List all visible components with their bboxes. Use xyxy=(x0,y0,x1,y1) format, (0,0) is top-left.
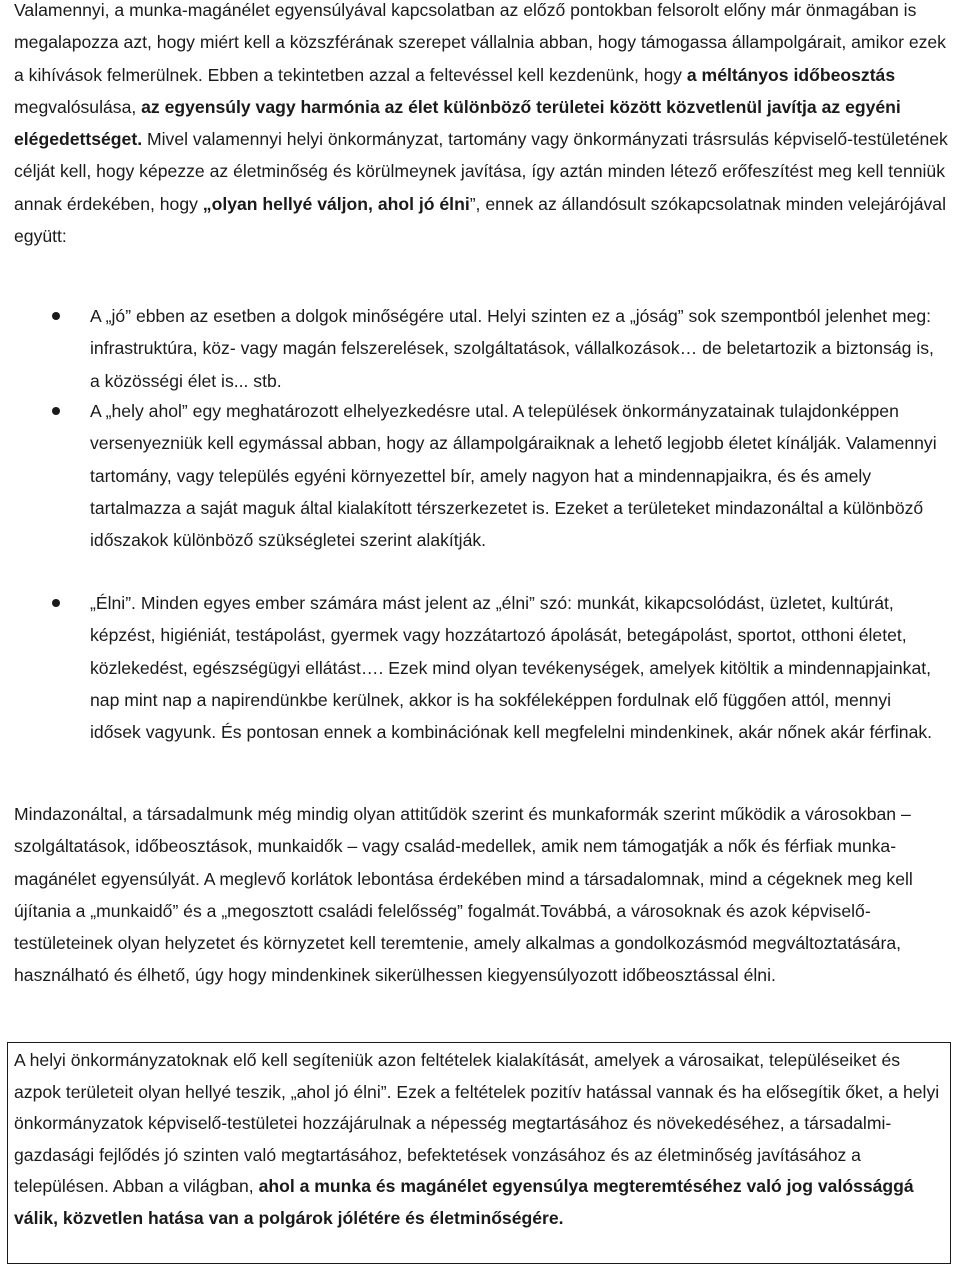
intro-paragraph xyxy=(14,0,950,252)
list-item-text: A „jó” ebben az esetben a dolgok minőségére utal. Helyi szinten ez a „jóság” sok szempontból jelenhet meg: infrastruktúra, köz- vagy magán felszerelések, szolgáltatások, vállalkozások… de beletartozik a biztonság is, a közösségi élet is... stb. xyxy=(90,306,934,391)
intro-text-1: Valamennyi, a munka-magánélet egyensúlyával kapcsolatban az előző pontokban felsorolt előny már önmagában is megalapozza azt, hogy miért kell a közszférának szerepet vállalnia abban, hogy támogassa állampolgárait, amikor ezek a kihívások felmerülnek. Ebben a tekintetben azzal a feltevéssel kell kezdenünk, hogy xyxy=(14,0,946,85)
list-item xyxy=(0,587,960,748)
summary-box xyxy=(7,1042,951,1264)
summary-text: A helyi önkormányzatoknak elő kell segíteniük azon feltételek kialakítását, amelyek a városaikat, településeiket és azpok területeit olyan hellyé teszik, „ahol jó élni”. Ezek a feltételek pozitív hatással vannak és ha elősegítik őket, a helyi önkormányzatok képviselő-testületei hozzájárulnak a népesség megtartásához és növekedéséhez, a társadalmi-gazdasági fejlődés jó szinten való megtartásához, befektetések vonzásához és az életminőség javításához a településen. Abban a világban, xyxy=(14,1050,940,1197)
list-item xyxy=(0,300,960,397)
intro-bold-3: „olyan hellyé váljon, ahol jó élni xyxy=(202,193,470,214)
summary-paragraph xyxy=(14,1045,944,1235)
bullet-dot-icon xyxy=(52,312,60,320)
intro-bold-2: az egyensúly vagy harmónia az élet különböző területei között közvetlenül javítja az egyéni elégedettséget. xyxy=(14,96,901,150)
bullet-dot-icon xyxy=(52,407,60,415)
list-item-text: A „hely ahol” egy meghatározott elhelyezkedésre utal. A települések önkormányzatainak tulajdonképpen versenyezniük kell egymással abban, hogy az állampolgáraiknak a lehető legjobb életet kínálják. Valamennyi tartomány, vagy település egyéni környezettel bír, amely nagyon hat a mindennapjaikra, és és amely tartalmazza a saját maguk által kialakított térszerkezetet is. Ezeket a területeket mindazonáltal a különböző időszakok különböző szükségletei szerint alakítják. xyxy=(90,401,937,551)
summary-bold: ahol a munka és magánélet egyensúlya megteremtéséhez való jog valóssággá válik, közvetlen hatása van a polgárok jólétére és életminőségére. xyxy=(14,1176,914,1228)
bullet-dot-icon xyxy=(52,599,60,607)
list-item-text: „Élni”. Minden egyes ember számára mást jelent az „élni” szó: munkát, kikapcsolódást, üzletet, kultúrát, képzést, higiéniát, testápolást, gyermek vagy hozzátartozó ápolását, betegápolást, sportot, otthoni életet, közlekedést, egészségügyi ellátást…. Ezek mind olyan tevékenységek, amelyek kitöltik a mindennapjainkat, nap mint nap a napirendünkbe kerülnek, akkor is ha sokféleképpen fordulnak elő függően attól, mennyi idősek vagyunk. És pontosan ennek a kombinációnak kell megfelelni mindenkinek, akár nőnek akár férfinak. xyxy=(90,593,933,743)
intro-text-3: Mivel valamennyi helyi önkormányzat, tartomány vagy önkormányzati trásrsulás képviselő-testületének célját kell, hogy képezze az életminőség és körülmeynek javítása, így aztán minden létező erőfeszítést meg kell tenniük annak érdekében, hogy xyxy=(14,129,948,214)
list-item xyxy=(0,395,960,556)
intro-text-2: megvalósulása, xyxy=(14,96,142,117)
intro-bold-1: a méltányos időbeosztás xyxy=(686,64,896,85)
second-paragraph: Mindazonáltal, a társadalmunk még mindig olyan attitűdök szerint és munkaformák szerint működik a városokban – szolgáltatások, időbeosztások, munkaidők – vagy család-medellek, amik nem támogatják a nők és férfiak munka-magánélet egyensúlyát. A meglevő korlátok lebontása érdekében mind a társadalomnak, mind a cégeknek meg kell újítania a „munkaidő” és a „megosztott családi felelősség” fogalmát.Továbbá, a városoknak és azok képviselő-testületeinek olyan helyzetet és környzetet kell teremtenie, amely alkalmas a gondolkozásmód megváltoztatására, használható és élhető, úgy hogy mindenkinek sikerülhessen kiegyensúlyozott időbeosztással élni. xyxy=(14,804,913,986)
intro-text-4: ”, ennek az állandósult szókapcsolatnak minden velejárójával együtt: xyxy=(14,193,946,247)
